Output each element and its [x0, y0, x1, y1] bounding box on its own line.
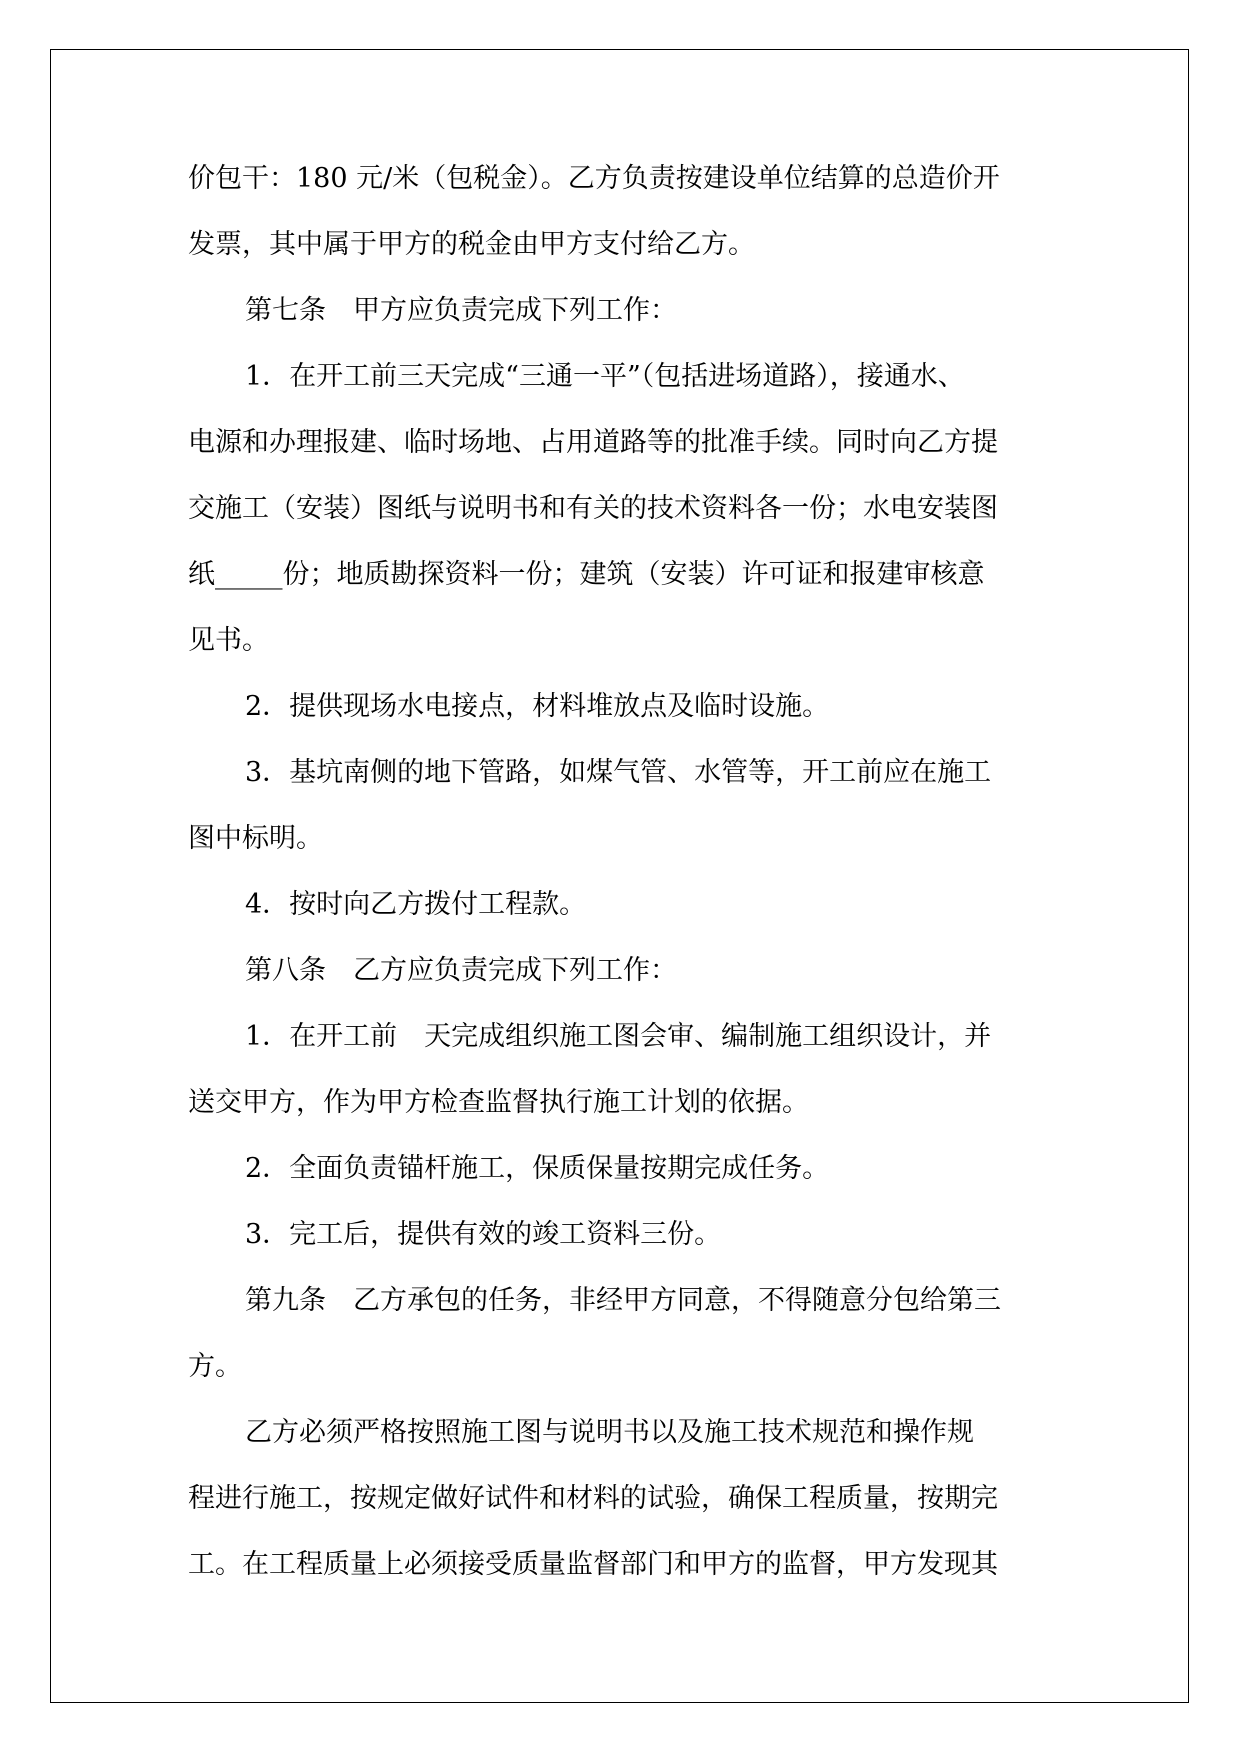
article-7-item-1-cont-1: 电源和办理报建、临时场地、占用道路等的批准手续。同时向乙方提 [188, 427, 998, 458]
document-body [188, 156, 1056, 1608]
article-8-item-1-cont: 送交甲方，作为甲方检查监督执行施工计划的依据。 [188, 1087, 809, 1118]
article-7-heading: 第七条 甲方应负责完成下列工作： [245, 295, 677, 326]
text-line-invoice: 发票，其中属于甲方的税金由甲方支付给乙方。 [188, 229, 755, 260]
article-8-heading: 第八条 乙方应负责完成下列工作： [245, 955, 677, 986]
quality-paragraph-line-1: 乙方必须严格按照施工图与说明书以及施工技术规范和操作规 [245, 1417, 974, 1448]
article-9-heading: 第九条 乙方承包的任务，非经甲方同意，不得随意分包给第三 [245, 1285, 1001, 1316]
article-7-item-1: 1．在开工前三天完成“三通一平”（包括进场道路），接通水、 [245, 361, 965, 392]
article-7-item-1-cont-2: 交施工（安装）图纸与说明书和有关的技术资料各一份；水电安装图 [188, 493, 998, 524]
article-8-item-3: 3．完工后，提供有效的竣工资料三份。 [245, 1219, 722, 1250]
article-7-item-4: 4．按时向乙方拨付工程款。 [245, 889, 587, 920]
article-7-item-1-cont-3: 纸_____份；地质勘探资料一份；建筑（安装）许可证和报建审核意 [188, 559, 985, 590]
article-9-cont: 方。 [188, 1351, 242, 1382]
text-line-price: 价包干：180 元/米（包税金）。乙方负责按建设单位结算的总造价开 [188, 163, 1000, 194]
article-7-item-1-cont-4: 见书。 [188, 625, 269, 656]
quality-paragraph-line-2: 程进行施工，按规定做好试件和材料的试验，确保工程质量，按期完 [188, 1483, 998, 1514]
article-8-item-1: 1．在开工前 天完成组织施工图会审、编制施工组织设计，并 [245, 1021, 992, 1052]
article-7-item-2: 2．提供现场水电接点，材料堆放点及临时设施。 [245, 691, 830, 722]
article-8-item-2: 2．全面负责锚杆施工，保质保量按期完成任务。 [245, 1153, 830, 1184]
quality-paragraph-line-3: 工。在工程质量上必须接受质量监督部门和甲方的监督，甲方发现其 [188, 1549, 998, 1580]
article-7-item-3-cont: 图中标明。 [188, 823, 323, 854]
article-7-item-3: 3．基坑南侧的地下管路，如煤气管、水管等，开工前应在施工 [245, 757, 992, 788]
